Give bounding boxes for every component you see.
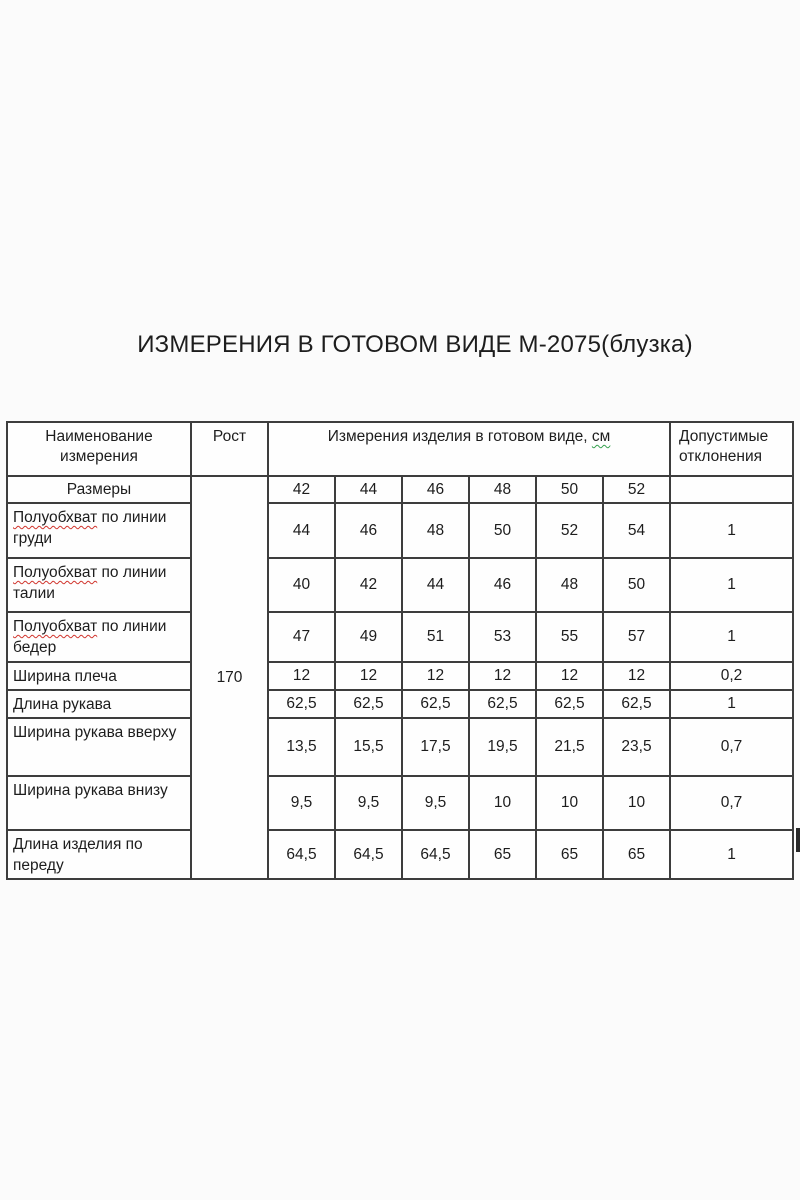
measurement-value-cell: 48 (536, 558, 603, 612)
measurement-value-cell: 12 (536, 662, 603, 690)
table-header-row (7, 422, 793, 476)
table-row (7, 830, 793, 879)
right-edge-cursor-artifact (796, 828, 800, 852)
measurement-value-cell: 12 (402, 662, 469, 690)
measurement-value-cell: 48 (469, 476, 536, 503)
deviation-value-cell: 0,2 (670, 662, 793, 690)
deviation-value-cell: 1 (670, 503, 793, 558)
table-row (7, 690, 793, 718)
table-row (7, 558, 793, 612)
measurement-value-cell: 57 (603, 612, 670, 662)
measurement-value-cell: 12 (268, 662, 335, 690)
deviation-value-cell: 1 (670, 612, 793, 662)
measurement-value-cell: 50 (603, 558, 670, 612)
measurement-value-cell: 62,5 (536, 690, 603, 718)
table-row (7, 612, 793, 662)
measurement-value-cell: 49 (335, 612, 402, 662)
measurement-name-cell (7, 830, 191, 879)
measurement-value-cell: 65 (603, 830, 670, 879)
measurement-label: по линии талии (13, 564, 167, 602)
measurement-value-cell: 10 (536, 776, 603, 830)
measurement-value-cell: 53 (469, 612, 536, 662)
table-row (7, 476, 793, 503)
measurement-label: Длина изделия по переду (13, 836, 143, 874)
measurement-value-cell: 50 (536, 476, 603, 503)
measurement-value-cell: 23,5 (603, 718, 670, 776)
measurement-label: Ширина плеча (13, 668, 117, 685)
measurement-value-cell: 9,5 (335, 776, 402, 830)
measurement-value-cell: 64,5 (402, 830, 469, 879)
measurement-label: по линии бедер (13, 618, 167, 656)
header-measurements (268, 422, 670, 476)
measurement-value-cell: 62,5 (469, 690, 536, 718)
measurement-value-cell: 62,5 (268, 690, 335, 718)
header-measurements-text: Измерения изделия в готовом виде, (327, 428, 592, 445)
measurement-value-cell: 17,5 (402, 718, 469, 776)
table-row (7, 718, 793, 776)
grammar-flagged-word: см (591, 428, 611, 445)
measurement-label: по линии груди (13, 509, 167, 547)
measurement-value-cell: 44 (335, 476, 402, 503)
measurement-value-cell: 52 (536, 503, 603, 558)
measurement-value-cell: 47 (268, 612, 335, 662)
measurement-name-cell (7, 612, 191, 662)
measurement-value-cell: 42 (268, 476, 335, 503)
measurement-value-cell: 48 (402, 503, 469, 558)
measurement-value-cell: 21,5 (536, 718, 603, 776)
measurement-value-cell: 40 (268, 558, 335, 612)
measurement-value-cell: 15,5 (335, 718, 402, 776)
measurement-value-cell: 65 (536, 830, 603, 879)
measurement-value-cell: 62,5 (402, 690, 469, 718)
deviation-value-cell: 1 (670, 558, 793, 612)
measurement-value-cell: 9,5 (268, 776, 335, 830)
measurement-value-cell: 52 (603, 476, 670, 503)
measurement-label: Размеры (66, 481, 132, 498)
measurement-value-cell: 46 (335, 503, 402, 558)
height-value-cell: 170 (191, 476, 268, 879)
deviation-value-cell: 1 (670, 830, 793, 879)
measurement-value-cell: 19,5 (469, 718, 536, 776)
deviation-value-cell: 1 (670, 690, 793, 718)
table-row (7, 503, 793, 558)
measurement-value-cell: 44 (268, 503, 335, 558)
table-row (7, 662, 793, 690)
measurement-value-cell: 54 (603, 503, 670, 558)
measurement-value-cell: 10 (469, 776, 536, 830)
header-deviation: Допустимые отклонения (670, 422, 793, 476)
measurement-value-cell: 9,5 (402, 776, 469, 830)
measurement-value-cell: 62,5 (335, 690, 402, 718)
measurement-value-cell: 55 (536, 612, 603, 662)
measurement-label: Длина рукава (13, 696, 112, 713)
measurement-name-cell (7, 718, 191, 776)
header-measurement-name: Наименование измерения (7, 422, 191, 476)
measurement-value-cell: 65 (469, 830, 536, 879)
measurement-name-cell (7, 776, 191, 830)
measurement-name-cell (7, 558, 191, 612)
table-row (7, 776, 793, 830)
measurement-value-cell: 10 (603, 776, 670, 830)
measurement-value-cell: 50 (469, 503, 536, 558)
measurement-value-cell: 46 (402, 476, 469, 503)
page-title: ИЗМЕРЕНИЯ В ГОТОВОМ ВИДЕ М-2075(блузка) (137, 331, 693, 358)
measurement-value-cell: 62,5 (603, 690, 670, 718)
header-height: Рост (191, 422, 268, 476)
misspelled-word: Полуобхват (13, 509, 98, 526)
measurement-value-cell: 12 (469, 662, 536, 690)
deviation-value-cell (670, 476, 793, 503)
measurement-value-cell: 51 (402, 612, 469, 662)
measurement-value-cell: 12 (603, 662, 670, 690)
deviation-value-cell: 0,7 (670, 718, 793, 776)
measurement-name-cell (7, 503, 191, 558)
sizes-row-label-cell (7, 476, 191, 503)
measurement-value-cell: 46 (469, 558, 536, 612)
measurements-table (6, 421, 794, 880)
measurement-label: Ширина рукава внизу (13, 782, 168, 799)
measurement-name-cell (7, 690, 191, 718)
size-table-body (7, 476, 793, 879)
misspelled-word: Полуобхват (13, 564, 98, 581)
measurement-value-cell: 12 (335, 662, 402, 690)
deviation-value-cell: 0,7 (670, 776, 793, 830)
measurement-value-cell: 42 (335, 558, 402, 612)
measurement-value-cell: 13,5 (268, 718, 335, 776)
measurement-value-cell: 64,5 (268, 830, 335, 879)
misspelled-word: Полуобхват (13, 618, 98, 635)
measurement-value-cell: 44 (402, 558, 469, 612)
measurement-label: Ширина рукава вверху (13, 724, 177, 741)
measurement-value-cell: 64,5 (335, 830, 402, 879)
measurement-name-cell (7, 662, 191, 690)
